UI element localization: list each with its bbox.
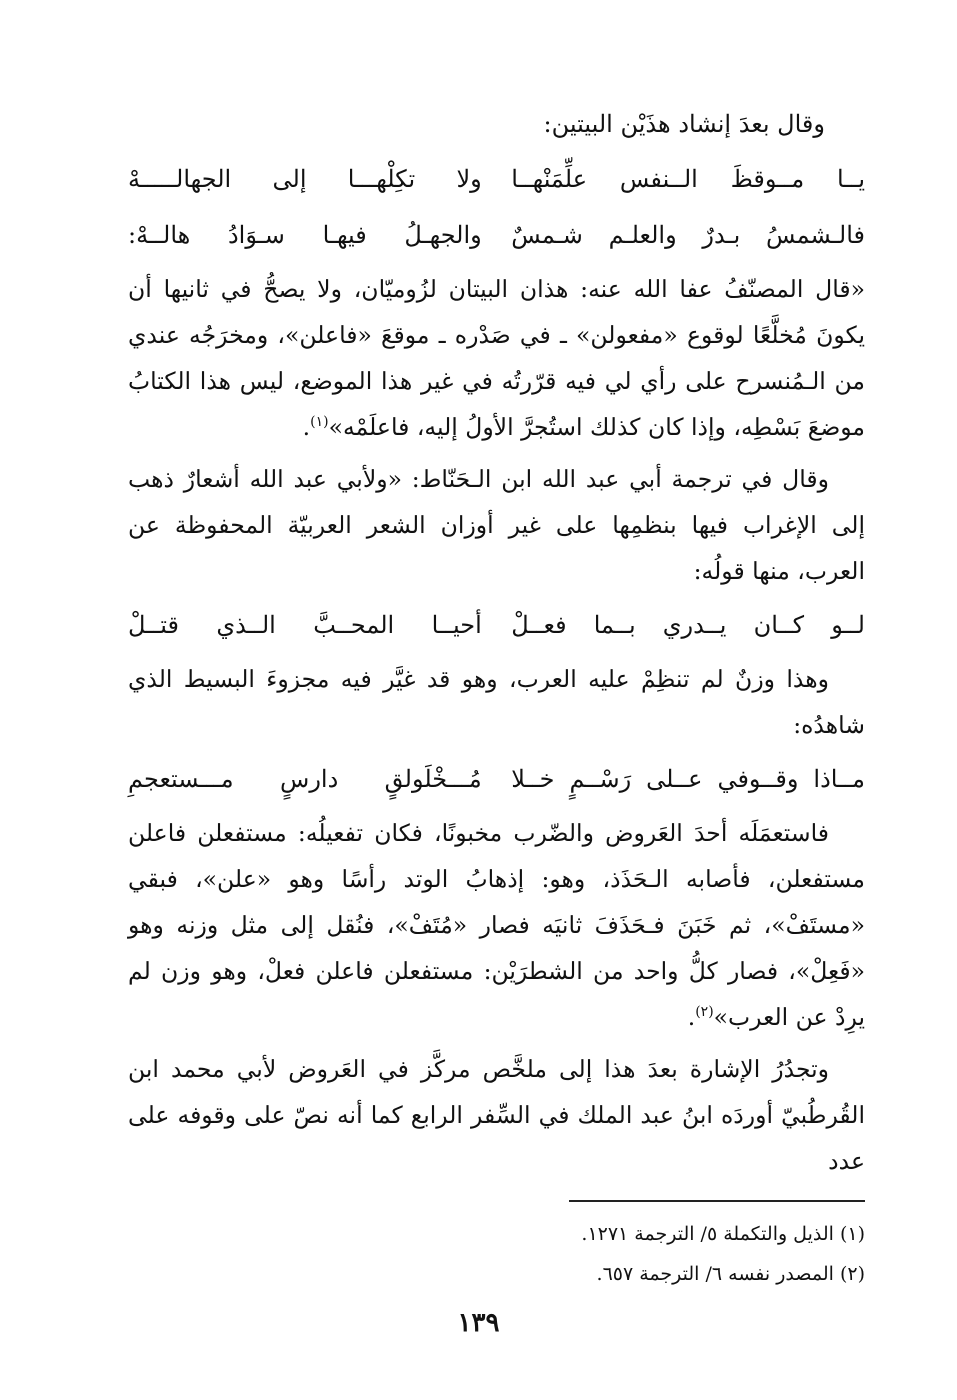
verse-line xyxy=(128,600,865,650)
page-body xyxy=(128,100,865,1360)
intro-line: وقال بعدَ إنشاد هذَيْن البيتين: xyxy=(543,110,825,138)
paragraph-meter: وهذا وزنٌ لم تنظِمْ عليه العرب، وهو قد غيَّر فيه مجزوءَ البسيط الذي شاهدُه: xyxy=(128,665,865,739)
verse-hemistich-right: يــا مــوقظَ الــنفس علِّمَنْهــا xyxy=(511,165,865,193)
paragraph-end: . xyxy=(687,1003,696,1031)
verse-hemistich-left: مُـــخْلَولقٍ دارسٍ مـــستعجمِ xyxy=(128,765,482,793)
paragraph-qurtubi: وتجدُرُ الإشارة بعدَ هذا إلى ملخَّص مركَّز في العَروض لأبي محمد ابن القُرطُبيّ أوردَه ابنُ عبد الملك في السِّفر الرابع كما أنه نصّ على وقوفه على عدد xyxy=(128,1055,865,1175)
footnote: (٢) المصدر نفسه ٦/ الترجمة ٦٥٧. xyxy=(596,1263,865,1285)
verse-hemistich-right: لــو كــان يــدري بــما فعــلْ xyxy=(511,611,865,639)
footnote: (١) الذيل والتكملة ٥/ الترجمة ١٢٧١. xyxy=(581,1223,865,1245)
paragraph-end: . xyxy=(302,413,311,441)
paragraph-quote-author xyxy=(128,266,865,450)
paragraph-text: فاستعمَلَه أحدَ العَروض والضّرب مخبونًا، فكان تفعيلُه: مستفعلن فاعلن مستفعلن، فأصابه الـحَذَذ، وهو: إذهابُ الوتد رأسًا وهو «علن»، فبقي «مستَفْ»، ثم خَبَنَ فـحَذَفَ ثانيَه فصار «مُتَفْ»، فنُقل إلى مثل وزنه وهو «فَعِلْ»، فصار كلُّ واحد من الشطرَيْن: مستفعلن فاعلن فعلْ، وهو وزن لم يرِدْ عن العرب» xyxy=(128,819,865,1031)
paragraph-text: «قال المصنّفُ عفا الله عنه: هذان البيتان لزُوميّان، ولا يصحُّ في ثانيها أن يكونَ مُخلَّعًا لوقوع «مفعولن» ـ في صَدْره ـ موقعَ «فاعلن»، ومخرَجُه عندي من الـمُنسرح على رأي لي فيه قرّرتُه في غير هذا الموضع، ليس هذا الكتابُ موضعَ بَسْطِه، وإذا كان كذلك استُجرَّ الأولُ إليه، فاعلَمْه» xyxy=(128,275,865,441)
verse-hemistich-left: والجهـلُ فيهـا سـوَادُ هالــهْ: xyxy=(128,221,482,249)
verse-line xyxy=(128,754,865,804)
paragraph-prosody xyxy=(128,810,865,1040)
page-number: ١٣٩ xyxy=(457,1308,500,1338)
verse-hemistich-left: أحيــا المحــبَّ الــذي قتــلْ xyxy=(128,611,482,639)
verse-hemistich-right: فالـشمسُ بـدرٌ والعلـم شـمسٌ xyxy=(511,221,865,249)
paragraph-hannat: وقال في ترجمة أبي عبد الله ابن الـحَنّاط: «ولأبي عبد الله أشعارٌ ذهب إلى الإغراب فيها بنظمِها على غير أوزان الشعر العربيّة المحفوظة عن العرب، منها قولُه: xyxy=(128,465,865,585)
verse-hemistich-right: مــاذا وقــوفي عــلى رَسْــمٍ خــلا xyxy=(511,765,865,793)
footnote-ref: (٢) xyxy=(695,1004,714,1021)
footnote-divider xyxy=(569,1200,865,1202)
footnote-ref: (١) xyxy=(310,414,329,431)
verse-line xyxy=(128,154,865,204)
verse-hemistich-left: ولا تكِلْهـــا إلى الجهالـــــهْ xyxy=(128,165,482,193)
verse-line xyxy=(128,210,865,260)
